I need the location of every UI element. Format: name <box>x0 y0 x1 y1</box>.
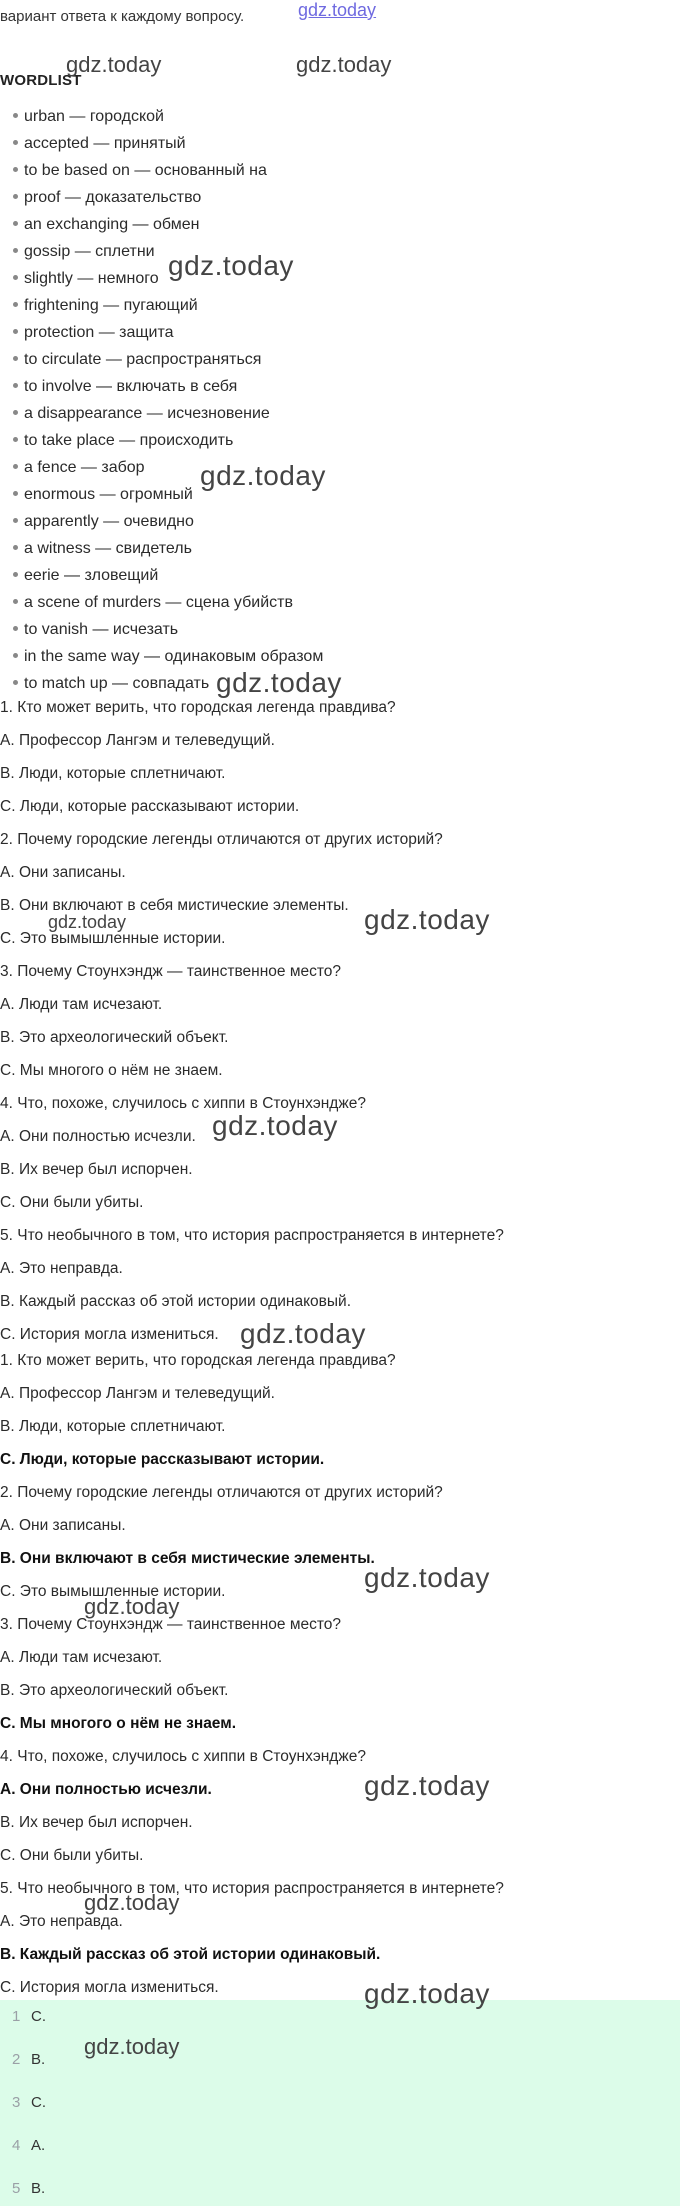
wordlist-item: enormous — огромный <box>13 486 193 504</box>
bullet-icon <box>13 572 18 577</box>
wordlist-item: protection — защита <box>13 324 174 342</box>
bullet-icon <box>13 140 18 145</box>
option-line: A. Люди там исчезают. <box>0 1649 163 1666</box>
bullet-icon <box>13 653 18 658</box>
watermark: gdz.today <box>48 912 127 932</box>
bullet-icon <box>13 275 18 280</box>
wordlist-item: to match up — совпадать <box>13 675 209 693</box>
question-line: 5. Что необычного в том, что история распространяется в интернете? <box>0 1227 504 1244</box>
wordlist-item: accepted — принятый <box>13 135 186 153</box>
watermark: gdz.today <box>216 667 342 698</box>
watermark: gdz.today <box>84 1890 180 1915</box>
intro-text: вариант ответа к каждому вопросу. <box>0 8 245 25</box>
option-line: B. Каждый рассказ об этой истории одинаковый. <box>0 1946 381 1963</box>
watermark: gdz.today <box>364 1770 490 1801</box>
answer-number: 2 <box>12 2051 21 2068</box>
option-line: B. Они включают в себя мистические элементы. <box>0 897 349 914</box>
wordlist-item: to circulate — распространяться <box>13 351 261 369</box>
option-line: B. Их вечер был испорчен. <box>0 1161 193 1178</box>
option-line: C. Люди, которые рассказывают истории. <box>0 798 300 815</box>
question-line: 4. Что, похоже, случилось с хиппи в Стоунхэндже? <box>0 1748 366 1765</box>
wordlist-item: to take place — происходить <box>13 432 233 450</box>
answers-block <box>0 2000 680 2206</box>
bullet-icon <box>13 167 18 172</box>
watermark: gdz.today <box>296 52 392 77</box>
option-line: B. Люди, которые сплетничают. <box>0 765 226 782</box>
wordlist-item: a disappearance — исчезновение <box>13 405 270 423</box>
wordlist-item: a scene of murders — сцена убийств <box>13 594 293 612</box>
option-line: C. Это вымышленные истории. <box>0 930 226 947</box>
watermark: gdz.today <box>364 1978 490 2009</box>
bullet-icon <box>13 302 18 307</box>
answer-value: B. <box>31 2051 46 2068</box>
option-line: A. Люди там исчезают. <box>0 996 163 1013</box>
option-line: B. Они включают в себя мистические элементы. <box>0 1550 375 1567</box>
answer-number: 4 <box>12 2137 21 2154</box>
bullet-icon <box>13 626 18 631</box>
option-line: B. Каждый рассказ об этой истории одинаковый. <box>0 1293 351 1310</box>
bullet-icon <box>13 464 18 469</box>
watermark: gdz.today <box>240 1318 366 1349</box>
answer-value: B. <box>31 2180 46 2197</box>
option-line: A. Они записаны. <box>0 1517 126 1534</box>
question-line: 2. Почему городские легенды отличаются от других историй? <box>0 831 443 848</box>
option-line: A. Это неправда. <box>0 1913 123 1930</box>
answer-value: C. <box>31 2008 46 2025</box>
option-line: C. История могла измениться. <box>0 1326 219 1343</box>
question-line: 3. Почему Стоунхэндж — таинственное место? <box>0 963 342 980</box>
wordlist-heading: WORDLIST <box>0 72 82 89</box>
option-line: A. Они записаны. <box>0 864 126 881</box>
option-line: C. Люди, которые рассказывают истории. <box>0 1451 325 1468</box>
wordlist-item: frightening — пугающий <box>13 297 198 315</box>
bullet-icon <box>13 113 18 118</box>
question-line: 5. Что необычного в том, что история распространяется в интернете? <box>0 1880 504 1897</box>
bullet-icon <box>13 680 18 685</box>
wordlist-item: proof — доказательство <box>13 189 201 207</box>
bullet-icon <box>13 356 18 361</box>
wordlist-item: slightly — немного <box>13 270 159 288</box>
wordlist-item: an exchanging — обмен <box>13 216 199 234</box>
option-line: C. Они были убиты. <box>0 1194 144 1211</box>
watermark: gdz.today <box>84 1594 180 1619</box>
question-line: 3. Почему Стоунхэндж — таинственное место? <box>0 1616 342 1633</box>
bullet-icon <box>13 491 18 496</box>
answer-number: 5 <box>12 2180 21 2197</box>
wordlist-item: urban — городской <box>13 108 164 126</box>
question-line: 1. Кто может верить, что городская легенда правдива? <box>0 699 396 716</box>
wordlist-item: gossip — сплетни <box>13 243 155 261</box>
option-line: B. Люди, которые сплетничают. <box>0 1418 226 1435</box>
bullet-icon <box>13 545 18 550</box>
answer-value: A. <box>31 2137 46 2154</box>
answer-number: 3 <box>12 2094 21 2111</box>
watermark: gdz.today <box>364 1562 490 1593</box>
wordlist-item: apparently — очевидно <box>13 513 194 531</box>
watermark: gdz.today <box>364 904 490 935</box>
bullet-icon <box>13 599 18 604</box>
option-line: B. Это археологический объект. <box>0 1682 229 1699</box>
option-line: B. Это археологический объект. <box>0 1029 229 1046</box>
bullet-icon <box>13 194 18 199</box>
bullet-icon <box>13 518 18 523</box>
wordlist-item: to vanish — исчезать <box>13 621 178 639</box>
watermark: gdz.today <box>66 52 162 77</box>
bullet-icon <box>13 248 18 253</box>
wordlist-item: a fence — забор <box>13 459 145 477</box>
bullet-icon <box>13 383 18 388</box>
watermark: gdz.today <box>200 460 326 491</box>
option-line: C. Мы многого о нём не знаем. <box>0 1715 236 1732</box>
wordlist-item: to be based on — основанный на <box>13 162 267 180</box>
watermark: gdz.today <box>84 2034 180 2059</box>
option-line: A. Они полностью исчезли. <box>0 1781 212 1798</box>
option-line: C. Это вымышленные истории. <box>0 1583 226 1600</box>
wordlist-item: to involve — включать в себя <box>13 378 237 396</box>
bullet-icon <box>13 437 18 442</box>
answer-number: 1 <box>12 2008 21 2025</box>
watermark-link[interactable]: gdz.today <box>298 0 377 20</box>
wordlist-item: in the same way — одинаковым образом <box>13 648 323 666</box>
option-line: C. Мы многого о нём не знаем. <box>0 1062 223 1079</box>
option-line: A. Профессор Лангэм и телеведущий. <box>0 732 275 749</box>
answer-value: C. <box>31 2094 46 2111</box>
question-line: 1. Кто может верить, что городская легенда правдива? <box>0 1352 396 1369</box>
option-line: A. Это неправда. <box>0 1260 123 1277</box>
wordlist-item: a witness — свидетель <box>13 540 192 558</box>
bullet-icon <box>13 221 18 226</box>
option-line: A. Они полностью исчезли. <box>0 1128 196 1145</box>
bullet-icon <box>13 410 18 415</box>
watermark: gdz.today <box>168 250 294 281</box>
bullet-icon <box>13 329 18 334</box>
option-line: B. Их вечер был испорчен. <box>0 1814 193 1831</box>
question-line: 4. Что, похоже, случилось с хиппи в Стоунхэндже? <box>0 1095 366 1112</box>
question-line: 2. Почему городские легенды отличаются от других историй? <box>0 1484 443 1501</box>
option-line: C. История могла измениться. <box>0 1979 219 1996</box>
option-line: C. Они были убиты. <box>0 1847 144 1864</box>
watermark: gdz.today <box>212 1110 338 1141</box>
option-line: A. Профессор Лангэм и телеведущий. <box>0 1385 275 1402</box>
wordlist-item: eerie — зловещий <box>13 567 158 585</box>
